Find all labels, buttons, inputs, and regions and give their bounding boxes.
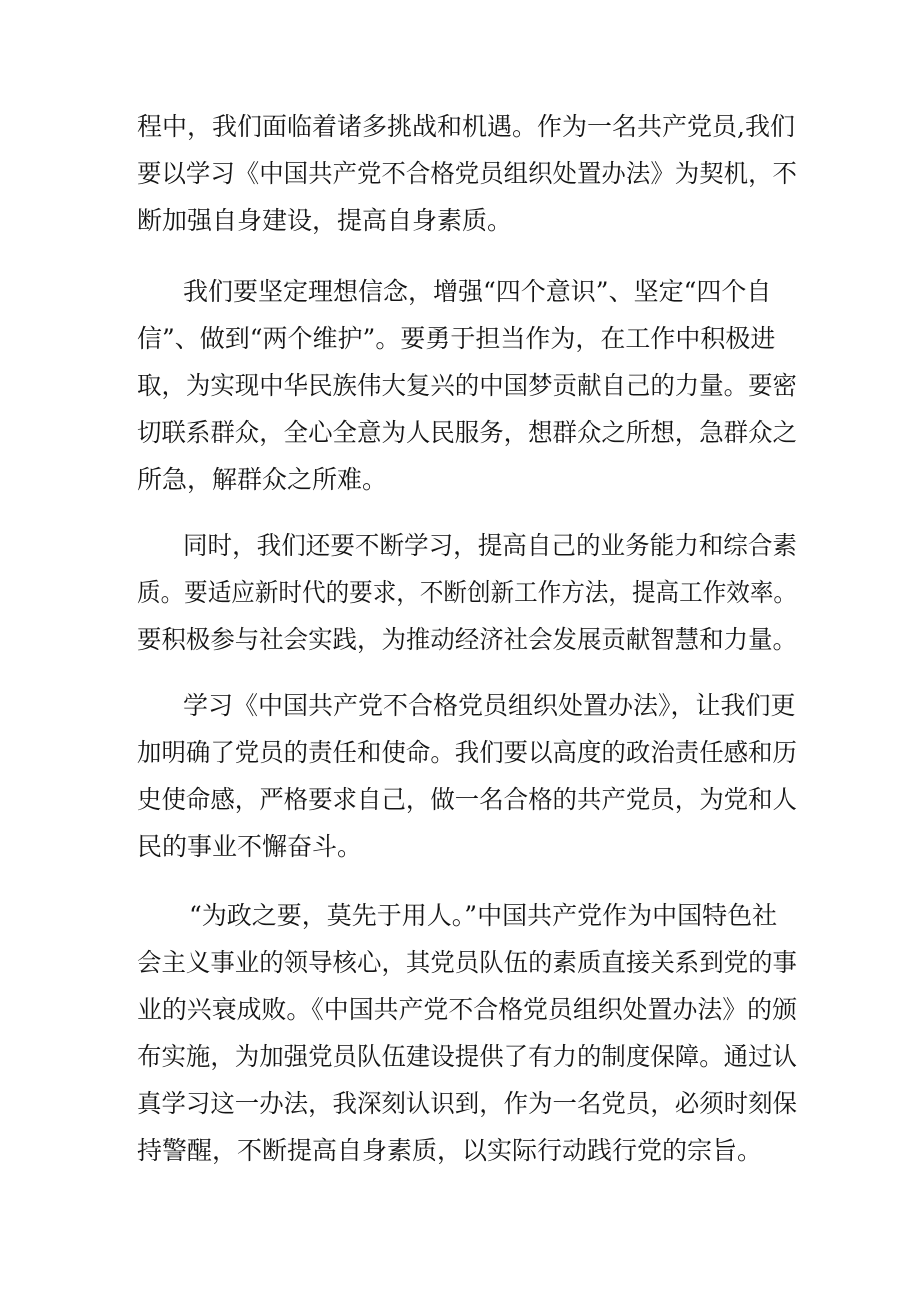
text-line: 布实施，为加强党员队伍建设提供了有力的制度保障。通过认: [137, 1042, 797, 1071]
paragraph-2: [137, 268, 797, 503]
text-line: “为政之要，莫先于用人。”中国共产党作为中国特色社: [189, 901, 778, 930]
text-line: 加明确了党员的责任和使命。我们要以高度的政治责任感和历: [137, 738, 797, 767]
text-line: 史使命感，严格要求自己，做一名合格的共产党员，为党和人: [137, 785, 797, 814]
text-line: 学习《中国共产党不合格党员组织处置办法》，让我们更: [183, 691, 796, 720]
text-line: 质。要适应新时代的要求，不断创新工作方法，提高工作效率。: [137, 578, 797, 607]
paragraph-3: [137, 522, 797, 663]
text-line: 我们要坚定理想信念，增强“四个意识”、坚定“四个自: [183, 277, 772, 306]
text-line: 会主义事业的领导核心，其党员队伍的素质直接关系到党的事: [137, 948, 797, 977]
text-line: 程中，我们面临着诸多挑战和机遇。作为一名共产党员,我们: [137, 112, 795, 141]
text-line: 业的兴衰成败。《中国共产党不合格党员组织处置办法》的颁: [137, 995, 797, 1024]
text-line: 所急，解群众之所难。: [137, 465, 388, 494]
text-line: 切联系群众，全心全意为人民服务，想群众之所想，急群众之: [137, 418, 797, 447]
text-line: 取，为实现中华民族伟大复兴的中国梦贡献自己的力量。要密: [137, 371, 797, 400]
text-line: 同时，我们还要不断学习，提高自己的业务能力和综合素: [183, 531, 797, 560]
text-line: 要以学习《中国共产党不合格党员组织处置办法》为契机，不: [137, 159, 797, 188]
text-line: 要积极参与社会实践，为推动经济社会发展贡献智慧和力量。: [137, 625, 797, 654]
text-line: 真学习这一办法，我深刻认识到，作为一名党员，必须时刻保: [137, 1089, 797, 1118]
paragraph-1: [137, 103, 797, 244]
text-line: 断加强自身建设，提高自身素质。: [137, 206, 513, 235]
text-line: 信”、做到“两个维护”。要勇于担当作为，在工作中积极进: [137, 324, 776, 353]
text-line: 持警醒，不断提高自身素质，以实际行动践行党的宗旨。: [137, 1136, 763, 1165]
paragraph-5: [137, 892, 797, 1174]
paragraph-4: [137, 682, 797, 870]
text-line: 民的事业不懈奋斗。: [137, 832, 363, 861]
